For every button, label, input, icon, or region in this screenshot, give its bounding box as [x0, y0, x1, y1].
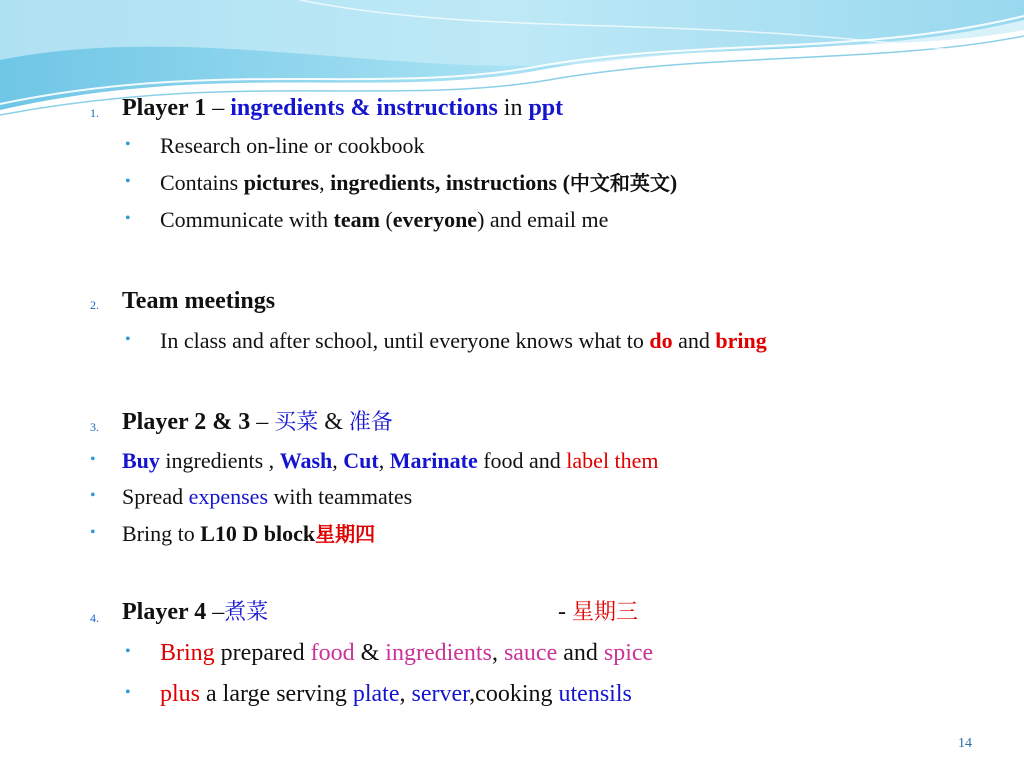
item-3-heading: Player 2 & 3 – 买菜 & 准备: [122, 409, 393, 435]
list-number-4: 4.: [90, 611, 99, 625]
item-1-player: Player 1: [122, 95, 207, 121]
list-number-2: 2.: [90, 298, 99, 312]
item-3-bullet-3: Bring to L10 D block星期四: [122, 521, 376, 546]
bullet-icon: •: [125, 643, 131, 660]
item-4-day: - 星期三: [558, 599, 639, 625]
item-4-bullet-1: Bring prepared food & ingredients, sauce and spice: [160, 640, 654, 666]
bullet-icon: •: [125, 331, 131, 348]
item-1-bullet-3: Communicate with team (everyone) and email me: [160, 207, 609, 232]
page-number: 14: [958, 736, 972, 751]
item-3-bullet-2: Spread expenses with teammates: [122, 484, 413, 509]
item-4-heading: Player 4 –煮菜: [122, 599, 269, 625]
item-2-bullet-1: In class and after school, until everyone knows what to do and bring: [160, 328, 767, 353]
bullet-icon: •: [90, 487, 96, 504]
item-4-bullet-2: plus a large serving plate, server,cooking utensils: [160, 681, 632, 707]
list-number-1: 1.: [90, 106, 99, 120]
item-1-bullet-2: Contains pictures, ingredients, instructions (中文和英文): [160, 170, 678, 195]
bullet-icon: •: [125, 136, 131, 153]
bullet-icon: •: [125, 684, 131, 701]
item-1-topic: ingredients & instructions: [230, 95, 498, 121]
bullet-icon: •: [125, 210, 131, 227]
bullet-icon: •: [125, 173, 131, 190]
item-1-bullet-1: Research on-line or cookbook: [160, 133, 425, 158]
list-number-3: 3.: [90, 420, 99, 434]
bullet-icon: •: [90, 451, 96, 468]
item-2-heading: Team meetings: [122, 288, 276, 314]
item-1-heading: Player 1 – ingredients & instructions in ppt: [122, 95, 564, 121]
bullet-icon: •: [90, 524, 96, 541]
item-3-bullet-1: Buy ingredients , Wash, Cut, Marinate food and label them: [122, 448, 659, 473]
